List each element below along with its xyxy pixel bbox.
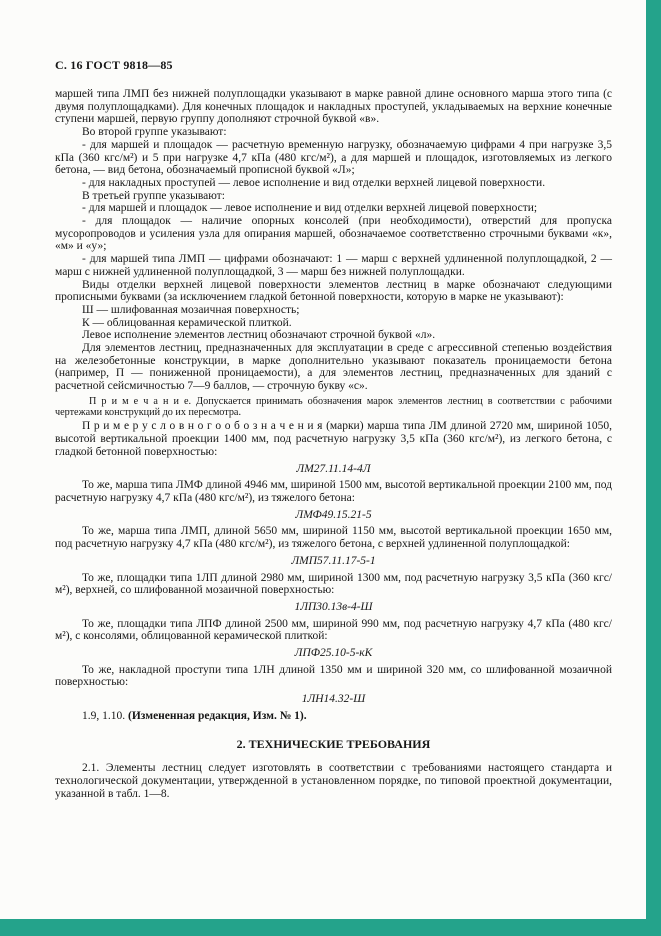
page-header: С. 16 ГОСТ 9818—85 [55, 58, 173, 72]
section-heading: 2. ТЕХНИЧЕСКИЕ ТРЕБОВАНИЯ [236, 736, 431, 751]
mark-designation: ЛМП57.11.17-5-1 [291, 554, 376, 567]
paragraph: Для элементов лестниц, предназначенных для эксплуатации в среде с агрессивной степенью воздействия на железобетонные конструкции, в марке дополнительно указывают показатель проницаемости бетона (например, П — пониженной проницаемости), а для элементов лестниц, предназначенных для зданий с расчетной сейсмичностью 7—9 баллов, — строчную букву «с». [55, 342, 612, 393]
revision-reference-bold: (Измененная редакция, Изм. № 1). [128, 709, 307, 722]
document-body [55, 88, 612, 800]
revision-reference [55, 710, 612, 723]
paragraph: Во второй группе указывают: [82, 126, 227, 139]
paragraph: То же, накладной проступи типа 1ЛН длиной 1350 мм и шириной 320 мм, со шлифованной мозаичной поверхностью: [55, 663, 612, 689]
paragraph: То же, площадки типа ЛПФ длиной 2500 мм, шириной 990 мм, под расчетную нагрузку 4,7 кПа (480 кгс/м²), с консолями, облицованной керамической плиткой: [55, 617, 612, 643]
scan-background-right [646, 0, 661, 936]
paragraph: К — облицованная керамической плиткой. [82, 316, 292, 329]
paragraph: - для накладных проступей — левое исполнение и вид отделки верхней лицевой поверхности. [82, 176, 546, 189]
paragraph: 2.1. Элементы лестниц следует изготовлять в соответствии с требованиями настоящего стандарта и технологической документации, утвержденной в установленном порядке, по типовой проектной документации, указанной в табл. 1—8. [55, 762, 612, 800]
mark-designation: ЛМФ49.15.21-5 [295, 508, 372, 521]
paragraph: П р и м е р у с л о в н о г о о б о з н а ч е н и я (марки) марша типа ЛМ длиной 2720 мм, шириной 1050, высотой вертикальной проекции 1400 мм, под расчетную нагрузку 3,5 кПа (360 кгс/м²), из легкого бетона, с гладкой бетонной поверхностью: [55, 420, 612, 458]
paragraph: - для площадок — наличие опорных консолей (при необходимости), отверстий для пропуска мусоропроводов и усиления узла для опирания маршей, обозначаемое соответственно строчными буквами «к», «м» и «у»; [55, 215, 612, 253]
paragraph: Левое исполнение элементов лестниц обозначают строчной буквой «л». [82, 329, 436, 342]
mark-designation: 1ЛП30.13в-4-Ш [294, 600, 373, 613]
revision-reference-prefix: 1.9, 1.10. [82, 709, 128, 722]
paragraph: Виды отделки верхней лицевой поверхности элементов лестниц в марке обозначают следующими прописными буквами (за исключением гладкой бетонной поверхности, которую в марке не указывают): [55, 278, 612, 304]
paragraph: То же, площадки типа 1ЛП длиной 2980 мм, шириной 1300 мм, под расчетную нагрузку 3,5 кПа (360 кгс/м²), верхней, со шлифованной мозаичной поверхностью: [55, 571, 612, 597]
mark-designation: ЛМ27.11.14-4Л [296, 462, 371, 475]
mark-designation: ЛПФ25.10-5-кК [294, 647, 373, 660]
paragraph: - для маршей типа ЛМП — цифрами обозначают: 1 — марш с верхней удлиненной полуплощадкой, 2 — марш с нижней удлиненной полуплощадкой, 3 — марш без нижней полуплощадки. [55, 253, 612, 278]
paragraph: Ш — шлифованная мозаичная поверхность; [82, 303, 300, 316]
paragraph: В третьей группе указывают: [82, 189, 225, 202]
paragraph: - для маршей и площадок — расчетную временную нагрузку, обозначаемую цифрами 4 при нагрузке 3,5 кПа (360 кгс/м²) и 5 при нагрузке 4,7 кПа (480 кгс/м²), а для маршей и площадок, изготовляемых из легкого бетона, — вид бетона, обозначаемый прописной буквой «Л»; [55, 138, 612, 177]
note: П р и м е ч а н и е. Допускается принимать обозначения марок элементов лестниц в соответствии с рабочими чертежами конструкций до их пересмотра. [55, 395, 612, 419]
scan-background-bottom [0, 919, 661, 936]
mark-designation: 1ЛН14.32-Ш [301, 693, 366, 706]
paragraph: - для маршей и площадок — левое исполнение и вид отделки верхней лицевой поверхности; [82, 202, 538, 215]
paragraph: То же, марша типа ЛМФ длиной 4946 мм, шириной 1500 мм, высотой вертикальной проекции 2100 мм, под расчетную нагрузку 4,7 кПа (480 кгс/м²), из тяжелого бетона: [55, 479, 612, 504]
paragraph: То же, марша типа ЛМП, длиной 5650 мм, шириной 1150 мм, высотой вертикальной проекции 1650 мм, под расчетную нагрузку 4,7 кПа (480 кгс/м²), из тяжелого бетона, с верхней удлиненной полуплощадкой: [55, 525, 612, 551]
paragraph-continuation: маршей типа ЛМП без нижней полуплощадки указывают в марке равной длине основного марша этого типа (с двумя полуплощадками). Для конечных площадок и накладных проступей, укладываемых на верхние конечные ступени маршей, первую группу дополняют строчной буквой «в». [55, 88, 612, 126]
